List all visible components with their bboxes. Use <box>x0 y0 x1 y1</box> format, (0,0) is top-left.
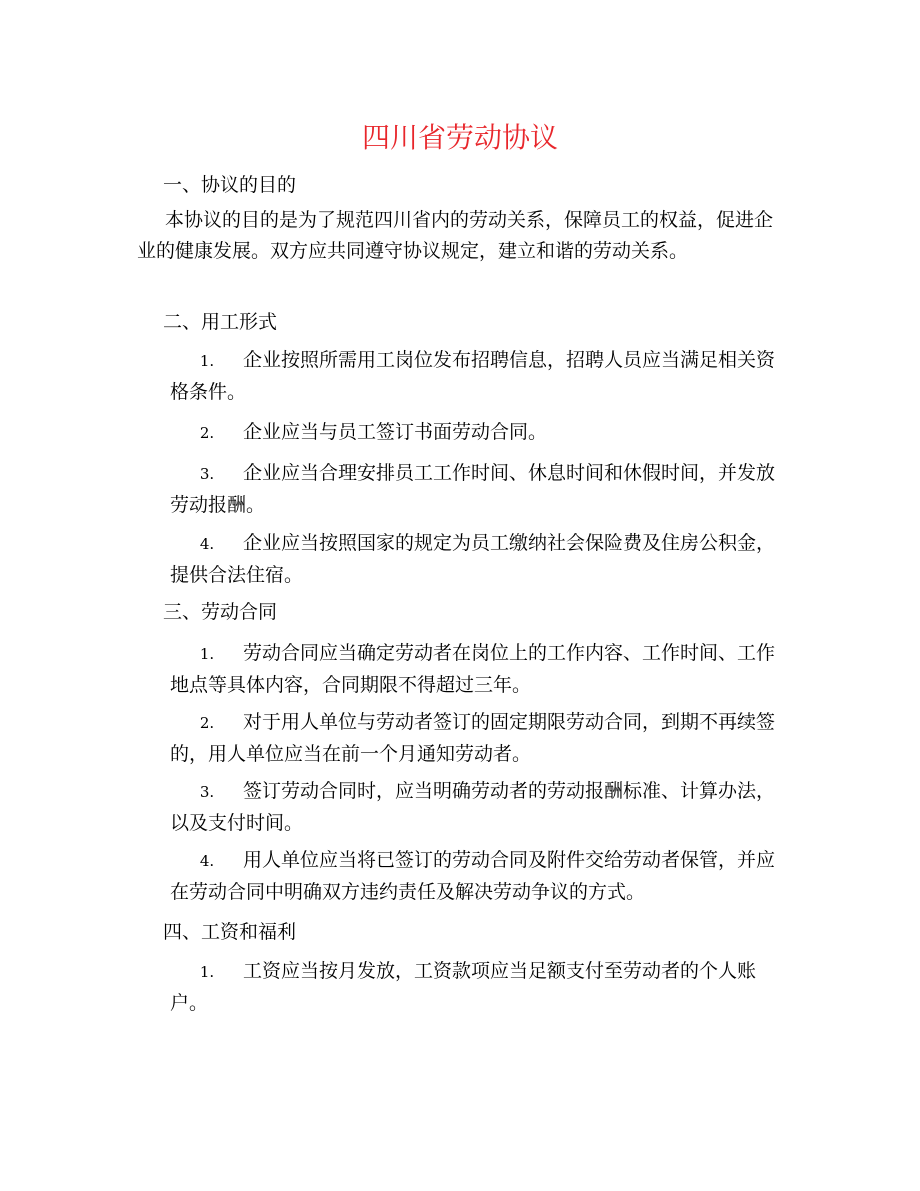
list-item-number: 3. <box>199 783 215 801</box>
list-item-number: 2. <box>199 424 215 442</box>
section-heading: 二、用工形式 <box>163 311 278 333</box>
list-item <box>170 776 780 839</box>
list-item-number: 4. <box>199 852 215 870</box>
list-item-number: 3. <box>199 465 215 483</box>
list-item-text: 对于用人单位与劳动者签订的固定期限劳动合同，到期不再续签的，用人单位应当在前一个月通知劳动者。 <box>170 711 776 765</box>
list-item-number: 1. <box>199 645 215 663</box>
list-item-number: 1. <box>199 352 215 370</box>
list-item <box>170 345 780 408</box>
section-heading: 四、工资和福利 <box>163 921 297 943</box>
list-item-text: 企业应当与员工签订书面劳动合同。 <box>243 421 548 443</box>
list-item-number: 4. <box>199 535 215 553</box>
section-paragraph: 本协议的目的是为了规范四川省内的劳动关系，保障员工的权益，促进企业的健康发展。双方应共同遵守协议规定，建立和谐的劳动关系。 <box>137 209 774 262</box>
list-item-text: 企业应当合理安排员工工作时间、休息时间和休假时间，并发放劳动报酬。 <box>170 462 776 516</box>
list-item-text: 企业应当按照国家的规定为员工缴纳社会保险费及住房公积金，提供合法住宿。 <box>170 532 776 586</box>
list-item <box>170 528 780 591</box>
list-item-number: 1. <box>199 963 215 981</box>
list-item <box>170 707 780 770</box>
list-item <box>170 845 780 908</box>
list-item-text: 用人单位应当将已签订的劳动合同及附件交给劳动者保管，并应在劳动合同中明确双方违约责任及解决劳动争议的方式。 <box>170 849 776 903</box>
list-item-number: 2. <box>199 714 215 732</box>
section-heading: 三、劳动合同 <box>163 601 278 623</box>
document-title: 四川省劳动协议 <box>361 121 558 154</box>
list-item <box>170 956 780 1019</box>
list-item <box>170 417 780 449</box>
list-item-text: 劳动合同应当确定劳动者在岗位上的工作内容、工作时间、工作地点等具体内容，合同期限不得超过三年。 <box>170 642 776 696</box>
list-item <box>170 458 780 521</box>
section-heading: 一、协议的目的 <box>163 174 297 196</box>
list-item-text: 工资应当按月发放，工资款项应当足额支付至劳动者的个人账户。 <box>170 960 757 1014</box>
list-item-text: 企业按照所需用工岗位发布招聘信息，招聘人员应当满足相关资格条件。 <box>170 349 776 403</box>
list-item-text: 签订劳动合同时，应当明确劳动者的劳动报酬标准、计算办法，以及支付时间。 <box>170 780 776 834</box>
list-item <box>170 638 780 701</box>
